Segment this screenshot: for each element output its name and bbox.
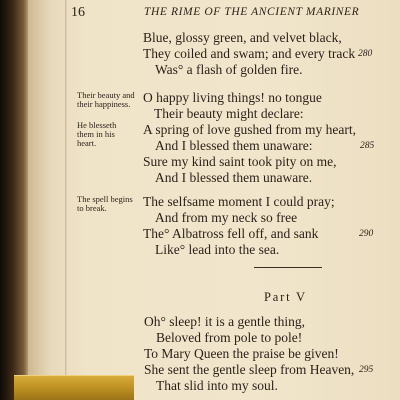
page-fold: [65, 0, 67, 380]
line-number: 295: [359, 365, 374, 375]
verse-line: Oh° sleep! it is a gentle thing,: [144, 314, 305, 329]
line-number: 280: [358, 49, 373, 59]
verse-line: Sure my kind saint took pity on me,: [143, 154, 337, 169]
running-title: THE RIME OF THE ANCIENT MARINER: [144, 6, 360, 18]
verse-line: That slid into my soul.: [156, 378, 278, 393]
verse-line: To Mary Queen the praise be given!: [144, 346, 339, 361]
section-divider: [254, 267, 322, 268]
verse-line: A spring of love gushed from my heart,: [143, 122, 356, 137]
margin-gloss: He blesseth them in his heart.: [77, 120, 117, 148]
part-heading: Part V: [264, 290, 307, 304]
verse-line: And I blessed them unaware.: [155, 170, 313, 185]
line-number: 290: [359, 229, 374, 239]
verse-line: Like° lead into the sea.: [155, 242, 280, 257]
verse-line: Their beauty might declare:: [154, 106, 304, 121]
verse-line: O happy living things! no tongue: [143, 90, 322, 105]
verse-line: The selfsame moment I could pray;: [143, 194, 335, 209]
line-number: 285: [360, 141, 375, 151]
margin-gloss: The spell begins to break.: [77, 194, 133, 213]
verse-line: And I blessed them unaware:: [155, 138, 313, 153]
gold-page-clip: [14, 375, 134, 400]
verse-line: She sent the gentle sleep from Heaven,: [144, 362, 355, 377]
verse-line: And from my neck so free: [155, 210, 298, 225]
verse-line: Was° a flash of golden fire.: [155, 62, 303, 77]
verse-line: They coiled and swam; and every track: [143, 46, 356, 61]
page-number: 16: [71, 5, 85, 20]
book-page: [28, 0, 400, 400]
verse-line: Blue, glossy green, and velvet black,: [143, 30, 342, 45]
book-gutter: [0, 0, 28, 400]
verse-line: Beloved from pole to pole!: [156, 330, 303, 345]
verse-line: The° Albatross fell off, and sank: [143, 226, 319, 241]
margin-gloss: Their beauty and their happiness.: [77, 90, 135, 109]
